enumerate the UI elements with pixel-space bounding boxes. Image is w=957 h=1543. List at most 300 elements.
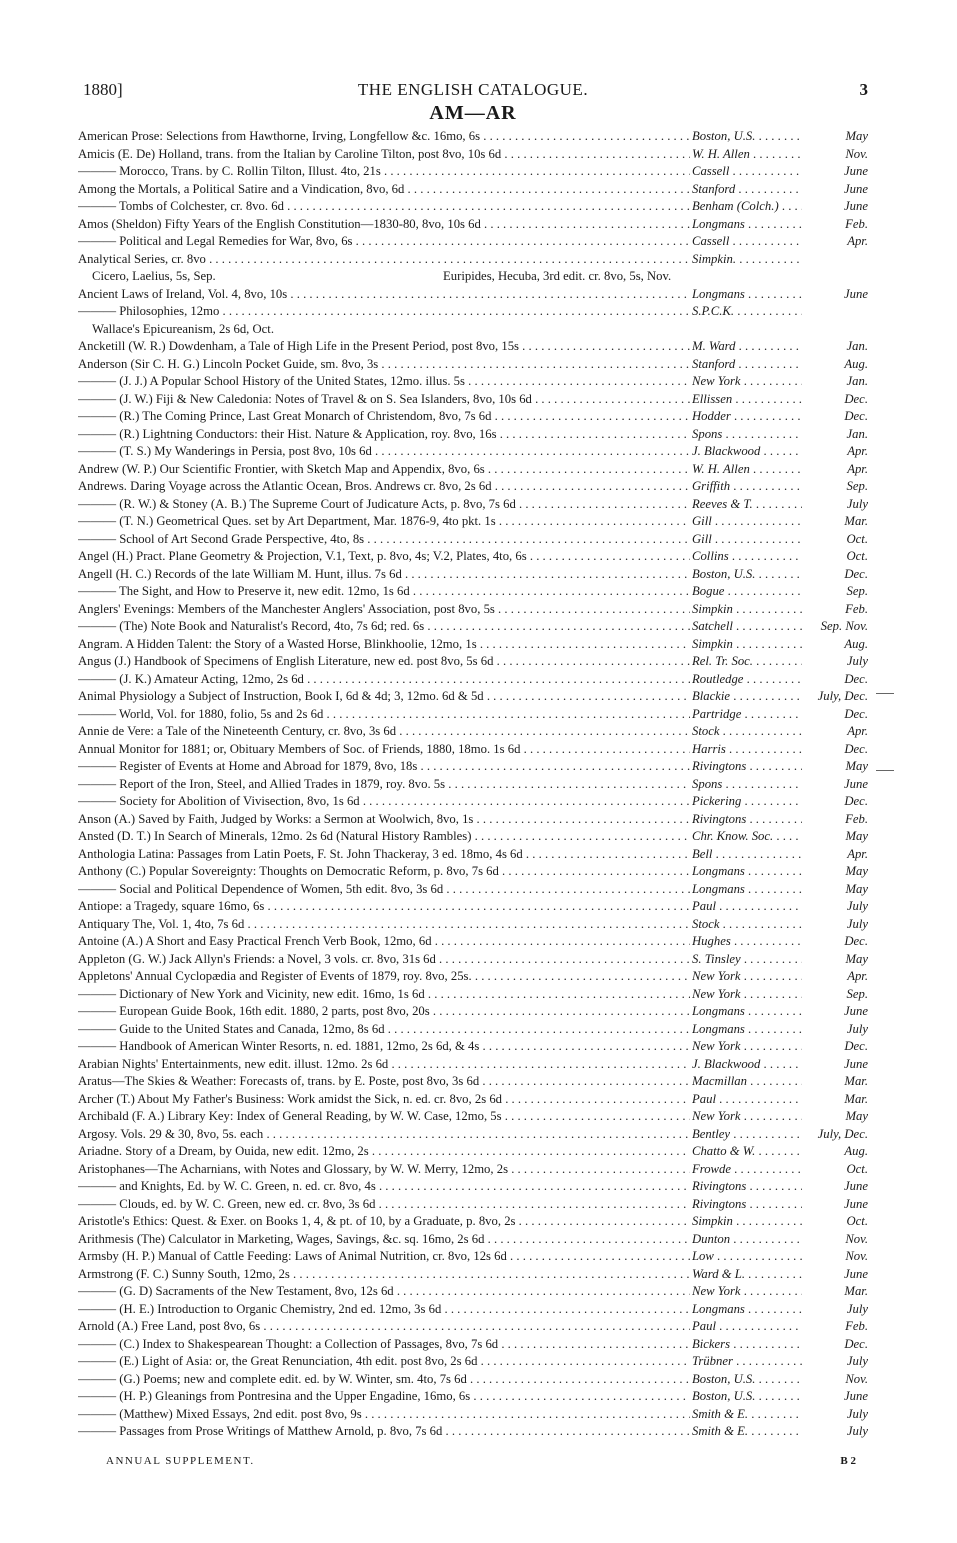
entry-title: ——— European Guide Book, 16th edit. 1880, 2 parts, post 8vo, 20s . . . xyxy=(78,1003,690,1021)
catalogue-entry xyxy=(78,1248,868,1266)
entry-month: Nov. xyxy=(843,1231,868,1249)
catalogue-entry xyxy=(78,793,868,811)
entry-publisher: Frowde . . . xyxy=(692,1161,802,1179)
entry-publisher: Longmans . . . xyxy=(692,286,802,304)
entry-title: Arnold (A.) Free Land, post 8vo, 6s . . . xyxy=(78,1318,690,1336)
catalogue-entry xyxy=(78,898,868,916)
entry-month: Dec. xyxy=(842,1038,868,1056)
catalogue-entry xyxy=(78,1301,868,1319)
entry-publisher: J. Blackwood . . . xyxy=(692,443,802,461)
entry-publisher: Pickering . . . xyxy=(692,793,802,811)
catalogue-entry xyxy=(78,741,868,759)
entry-month: Oct. xyxy=(845,1213,869,1231)
entry-title: Antoine (A.) A Short and Easy Practical French Verb Book, 12mo, 6d . . . xyxy=(78,933,690,951)
entry-month: Nov. xyxy=(843,1371,868,1389)
catalogue-entry xyxy=(78,408,868,426)
entry-month: Dec. xyxy=(842,671,868,689)
entry-month: Feb. xyxy=(843,601,868,619)
catalogue-entry xyxy=(78,286,868,304)
entry-title: ——— Dictionary of New York and Vicinity, new edit. 16mo, 1s 6d . . . xyxy=(78,986,690,1004)
entry-publisher: Rivingtons . . . xyxy=(692,811,802,829)
entry-month: Sep. xyxy=(845,478,869,496)
entry-publisher: Gill . . . xyxy=(692,531,802,549)
entry-month: Dec. xyxy=(842,391,868,409)
entry-title: Anderson (Sir C. H. G.) Lincoln Pocket Guide, sm. 8vo, 3s . . . xyxy=(78,356,690,374)
catalogue-entry xyxy=(78,1231,868,1249)
catalogue-entry xyxy=(78,986,868,1004)
entry-publisher: Simpkin . . . xyxy=(692,1213,802,1231)
entry-title: ——— (J. W.) Fiji & New Caledonia: Notes of Travel & on S. Sea Islanders, 8vo, 10s 6d . . . xyxy=(78,391,690,409)
entry-title: ——— Political and Legal Remedies for War, 8vo, 6s . . . xyxy=(78,233,690,251)
entry-publisher: Spons . . . xyxy=(692,426,802,444)
entry-publisher: Low . . . xyxy=(692,1248,802,1266)
entry-month: Feb. xyxy=(843,1318,868,1336)
entry-title: ——— Register of Events at Home and Abroad for 1879, 8vo, 18s . . . xyxy=(78,758,690,776)
entry-title: ——— School of Art Second Grade Perspective, 4to, 8s . . . xyxy=(78,531,690,549)
entry-publisher: Paul . . . xyxy=(692,1318,802,1336)
entry-publisher: Bentley . . . xyxy=(692,1126,802,1144)
entry-month: Dec. xyxy=(842,933,868,951)
entry-publisher: New York . . . xyxy=(692,1283,802,1301)
entry-publisher: Longmans . . . xyxy=(692,881,802,899)
catalogue-entry xyxy=(78,846,868,864)
entry-title: Anson (A.) Saved by Faith, Judged by Works: a Sermon at Woolwich, 8vo, 1s . . . xyxy=(78,811,690,829)
entry-publisher: Boston, U.S. . . . xyxy=(692,1371,802,1389)
entry-title: ——— (E.) Light of Asia: or, the Great Renunciation, 4th edit. post 8vo, 2s 6d . . . xyxy=(78,1353,690,1371)
entry-publisher: Macmillan . . . xyxy=(692,1073,802,1091)
entry-month: Dec. xyxy=(842,706,868,724)
entry-month: Jan. xyxy=(845,426,869,444)
catalogue-entry xyxy=(78,583,868,601)
entry-publisher: Rivingtons . . . xyxy=(692,1178,802,1196)
entry-publisher: Routledge . . . xyxy=(692,671,802,689)
entry-month: Apr. xyxy=(845,723,868,741)
entry-month: July xyxy=(845,1353,868,1371)
catalogue-entry xyxy=(78,181,868,199)
entry-list xyxy=(78,128,868,1441)
catalogue-entry xyxy=(78,933,868,951)
entry-title: Animal Physiology a Subject of Instruction, Book I, 6d & 4d; 3, 12mo. 6d & 5d . . . xyxy=(78,688,690,706)
entry-publisher: Longmans . . . xyxy=(692,1301,802,1319)
entry-title: ——— (G. D) Sacraments of the New Testament, 8vo, 12s 6d . . . xyxy=(78,1283,690,1301)
entry-title: ——— (T. N.) Geometrical Ques. set by Art Department, Mar. 1876-9, 4to pkt. 1s . . . xyxy=(78,513,690,531)
catalogue-entry xyxy=(78,373,868,391)
catalogue-entry xyxy=(78,968,868,986)
catalogue-entry xyxy=(78,636,868,654)
entry-title: ——— (The) Note Book and Naturalist's Record, 4to, 7s 6d; red. 6s . . . xyxy=(78,618,690,636)
entry-month: Dec. xyxy=(842,793,868,811)
entry-second-title: Euripides, Hecuba, 3rd edit. cr. 8vo, 5s, Nov. xyxy=(443,269,672,283)
entry-month: Aug. xyxy=(842,1143,868,1161)
entry-publisher: Bell . . . xyxy=(692,846,802,864)
entry-title: ——— The Sight, and How to Preserve it, new edit. 12mo, 1s 6d . . . xyxy=(78,583,690,601)
entry-month: Apr. xyxy=(845,846,868,864)
entry-title: Cicero, Laelius, 5s, Sep. xyxy=(92,269,216,283)
catalogue-entry xyxy=(78,776,868,794)
entry-publisher: Paul . . . xyxy=(692,1091,802,1109)
entry-month: June xyxy=(842,1388,868,1406)
catalogue-entry xyxy=(78,461,868,479)
entry-title: Wallace's Epicureanism, 2s 6d, Oct. xyxy=(92,321,275,336)
entry-month: June xyxy=(842,1056,868,1074)
catalogue-entry xyxy=(78,548,868,566)
page-number: 3 xyxy=(859,80,868,99)
catalogue-entry xyxy=(78,1283,868,1301)
catalogue-entry xyxy=(78,916,868,934)
entry-title: Ancient Laws of Ireland, Vol. 4, 8vo, 10s . . . xyxy=(78,286,690,304)
entry-month: July xyxy=(845,1406,868,1424)
catalogue-entry xyxy=(78,1038,868,1056)
entry-title: Amicis (E. De) Holland, trans. from the Italian by Caroline Tilton, post 8vo, 10s 6d . . . xyxy=(78,146,690,164)
entry-title: ——— Tombs of Colchester, cr. 8vo. 6d . . . xyxy=(78,198,690,216)
entry-title: Aratus—The Skies & Weather: Forecasts of, trans. by E. Poste, post 8vo, 3s 6d . . . xyxy=(78,1073,690,1091)
entry-title: Ansted (D. T.) In Search of Minerals, 12mo. 2s 6d (Natural History Rambles) . . . xyxy=(78,828,690,846)
catalogue-entry xyxy=(78,233,868,251)
entry-title: ——— (R.) Lightning Conductors: their Hist. Nature & Application, roy. 8vo, 16s . . . xyxy=(78,426,690,444)
entry-month: June xyxy=(842,1196,868,1214)
entry-month: May xyxy=(843,951,868,969)
entry-publisher: Dunton . . . xyxy=(692,1231,802,1249)
entry-title: Annie de Vere: a Tale of the Nineteenth Century, cr. 8vo, 3s 6d . . . xyxy=(78,723,690,741)
catalogue-entry xyxy=(78,1178,868,1196)
entry-publisher: W. H. Allen . . . xyxy=(692,461,802,479)
entry-month: Apr. xyxy=(845,461,868,479)
entry-month: July xyxy=(845,898,868,916)
entry-title: Arabian Nights' Entertainments, new edit. illust. 12mo. 2s 6d . . . xyxy=(78,1056,690,1074)
entry-title: Argosy. Vols. 29 & 30, 8vo, 5s. each . . . xyxy=(78,1126,690,1144)
entry-title: Anthologia Latina: Passages from Latin Poets, F. St. John Thackeray, 3 ed. 18mo, 4s 6d . . . xyxy=(78,846,690,864)
entry-title: Among the Mortals, a Political Satire and a Vindication, 8vo, 6d . . . xyxy=(78,181,690,199)
entry-title: Annual Monitor for 1881; or, Obituary Members of Soc. of Friends, 1880, 18mo. 1s 6d . . . xyxy=(78,741,690,759)
entry-month: June xyxy=(842,1003,868,1021)
catalogue-entry xyxy=(78,1213,868,1231)
entry-month: Oct. xyxy=(845,1161,869,1179)
entry-month: Feb. xyxy=(843,216,868,234)
catalogue-entry xyxy=(78,653,868,671)
catalogue-entry xyxy=(78,758,868,776)
entry-publisher: New York . . . xyxy=(692,968,802,986)
entry-publisher: Hodder . . . xyxy=(692,408,802,426)
entry-publisher: Collins . . . xyxy=(692,548,802,566)
entry-month: June xyxy=(842,286,868,304)
entry-publisher: Partridge . . . xyxy=(692,706,802,724)
catalogue-entry xyxy=(78,268,868,286)
entry-publisher: Griffith . . . xyxy=(692,478,802,496)
entry-title: ——— Philosophies, 12mo . . . xyxy=(78,303,690,321)
entry-title: Angram. A Hidden Talent: the Story of a Wasted Horse, Blinkhoolie, 12mo, 1s . . . xyxy=(78,636,690,654)
entry-publisher: Rel. Tr. Soc. . . . xyxy=(692,653,802,671)
catalogue-entry xyxy=(78,1056,868,1074)
entry-title: Appleton (G. W.) Jack Allyn's Friends: a Novel, 3 vols. cr. 8vo, 31s 6d . . . xyxy=(78,951,690,969)
entry-publisher: Harris . . . xyxy=(692,741,802,759)
entry-title: ——— (R. W.) & Stoney (A. B.) The Supreme Court of Judicature Acts, p. 8vo, 7s 6d . . . xyxy=(78,496,690,514)
entry-publisher: Bogue . . . xyxy=(692,583,802,601)
entry-title: Appletons' Annual Cyclopædia and Register of Events of 1879, roy. 8vo, 25s. . . . xyxy=(78,968,690,986)
entry-month: Oct. xyxy=(845,531,869,549)
entry-publisher: Chatto & W. . . . xyxy=(692,1143,802,1161)
page-footer xyxy=(106,1455,856,1473)
entry-publisher: S. Tinsley . . . xyxy=(692,951,802,969)
entry-publisher: Simpkin . . . xyxy=(692,601,802,619)
catalogue-entry xyxy=(78,146,868,164)
entry-title: Ariadne. Story of a Dream, by Ouida, new edit. 12mo, 2s . . . xyxy=(78,1143,690,1161)
entry-title: Arithmesis (The) Calculator in Marketing, Wages, Savings, &c. sq. 16mo, 2s 6d . . . xyxy=(78,1231,690,1249)
entry-month: July xyxy=(845,1301,868,1319)
entry-month: Sep. xyxy=(845,986,869,1004)
entry-title: American Prose: Selections from Hawthorne, Irving, Longfellow &c. 16mo, 6s . . . xyxy=(78,128,690,146)
entry-publisher: Boston, U.S. . . . xyxy=(692,566,802,584)
entry-month: Mar. xyxy=(842,513,868,531)
entry-month: Sep. Nov. xyxy=(819,618,868,636)
entry-month: Apr. xyxy=(845,233,868,251)
entry-publisher: Spons . . . xyxy=(692,776,802,794)
section-heading: AM—AR xyxy=(429,102,517,124)
entry-month: May xyxy=(843,1108,868,1126)
catalogue-entry xyxy=(78,1091,868,1109)
catalogue-entry xyxy=(78,1073,868,1091)
catalogue-entry xyxy=(78,1423,868,1441)
entry-publisher: Trübner . . . xyxy=(692,1353,802,1371)
entry-title: Andrew (W. P.) Our Scientific Frontier, with Sketch Map and Appendix, 8vo, 6s . . . xyxy=(78,461,690,479)
catalogue-entry xyxy=(78,251,868,269)
entry-publisher: New York . . . xyxy=(692,1108,802,1126)
entry-publisher: Longmans . . . xyxy=(692,1003,802,1021)
catalogue-entry xyxy=(78,1108,868,1126)
catalogue-entry xyxy=(78,688,868,706)
entry-month: Nov. xyxy=(843,1248,868,1266)
entry-publisher: Longmans . . . xyxy=(692,863,802,881)
entry-title: ——— Report of the Iron, Steel, and Allied Trades in 1879, roy. 8vo. 5s . . . xyxy=(78,776,690,794)
catalogue-entry xyxy=(78,1318,868,1336)
catalogue-entry xyxy=(78,1021,868,1039)
entry-month: July xyxy=(845,496,868,514)
entry-publisher: Ellissen . . . xyxy=(692,391,802,409)
entry-title: ——— Guide to the United States and Canada, 12mo, 8s 6d . . . xyxy=(78,1021,690,1039)
entry-month: Oct. xyxy=(845,548,869,566)
entry-title: ——— Handbook of American Winter Resorts, n. ed. 1881, 12mo, 2s 6d, & 4s . . . xyxy=(78,1038,690,1056)
catalogue-entry xyxy=(78,1388,868,1406)
entry-title: Anglers' Evenings: Members of the Manchester Anglers' Association, post 8vo, 5s . . . xyxy=(78,601,690,619)
catalogue-entry xyxy=(78,706,868,724)
entry-publisher: Ward & L. . . . xyxy=(692,1266,802,1284)
entry-month: Apr. xyxy=(845,968,868,986)
entry-title: Analytical Series, cr. 8vo . . . xyxy=(78,251,690,269)
entry-publisher: Simpkin . . . xyxy=(692,636,802,654)
catalogue-entry xyxy=(78,1196,868,1214)
catalogue-entry xyxy=(78,496,868,514)
entry-month: July, Dec. xyxy=(816,688,868,706)
entry-month: June xyxy=(842,198,868,216)
catalogue-entry xyxy=(78,321,868,339)
signature-mark: B 2 xyxy=(840,1455,856,1467)
entry-publisher: Paul . . . xyxy=(692,898,802,916)
entry-publisher: Simpkin. . . . xyxy=(692,251,802,269)
entry-month: Dec. xyxy=(842,566,868,584)
entry-publisher: Stanford . . . xyxy=(692,181,802,199)
entry-title: ——— (C.) Index to Shakespearean Thought: a Collection of Passages, 8vo, 7s 6d . . . xyxy=(78,1336,690,1354)
catalogue-entry xyxy=(78,426,868,444)
entry-title: ——— Passages from Prose Writings of Matthew Arnold, p. 8vo, 7s 6d . . . xyxy=(78,1423,690,1441)
entry-publisher: S.P.C.K. . . . xyxy=(692,303,802,321)
catalogue-entry xyxy=(78,1266,868,1284)
entry-month: June xyxy=(842,181,868,199)
entry-title: ——— World, Vol. for 1880, folio, 5s and 2s 6d . . . xyxy=(78,706,690,724)
entry-publisher: Benham (Colch.) . . . xyxy=(692,198,802,216)
entry-title: ——— Society for Abolition of Vivisection, 8vo, 1s 6d . . . xyxy=(78,793,690,811)
catalogue-entry xyxy=(78,478,868,496)
catalogue-entry xyxy=(78,443,868,461)
entry-month: June xyxy=(842,776,868,794)
footer-label: ANNUAL SUPPLEMENT. xyxy=(106,1455,255,1467)
entry-publisher: Longmans . . . xyxy=(692,1021,802,1039)
entry-publisher: Stock . . . xyxy=(692,916,802,934)
catalogue-entry xyxy=(78,391,868,409)
entry-publisher: Cassell . . . xyxy=(692,233,802,251)
entry-publisher: Hughes . . . xyxy=(692,933,802,951)
catalogue-entry xyxy=(78,128,868,146)
catalogue-entry xyxy=(78,671,868,689)
entry-publisher: Smith & E. . . . xyxy=(692,1406,802,1424)
entry-publisher: W. H. Allen . . . xyxy=(692,146,802,164)
entry-title: ——— Social and Political Dependence of Women, 5th edit. 8vo, 3s 6d . . . xyxy=(78,881,690,899)
entry-publisher: Boston, U.S. . . . xyxy=(692,128,802,146)
entry-month: July xyxy=(845,653,868,671)
entry-title: Angus (J.) Handbook of Specimens of English Literature, new ed. post 8vo, 5s 6d . . . xyxy=(78,653,690,671)
entry-publisher: Bickers . . . xyxy=(692,1336,802,1354)
entry-publisher: Satchell . . . xyxy=(692,618,802,636)
entry-month: Jan. xyxy=(845,373,869,391)
entry-month: Nov. xyxy=(843,146,868,164)
entry-title: Antiquary The, Vol. 1, 4to, 7s 6d . . . xyxy=(78,916,690,934)
entry-month: Feb. xyxy=(843,811,868,829)
entry-publisher: New York . . . xyxy=(692,373,802,391)
entry-month: Dec. xyxy=(842,741,868,759)
catalogue-entry xyxy=(78,1336,868,1354)
entry-title: ——— Morocco, Trans. by C. Rollin Tilton, Illust. 4to, 21s . . . xyxy=(78,163,690,181)
entry-month: July xyxy=(845,916,868,934)
entry-month: Sep. xyxy=(845,583,869,601)
entry-publisher: Gill . . . xyxy=(692,513,802,531)
catalogue-entry xyxy=(78,618,868,636)
catalogue-entry xyxy=(78,601,868,619)
entry-month: June xyxy=(842,1178,868,1196)
entry-month: Apr. xyxy=(845,443,868,461)
catalogue-entry xyxy=(78,951,868,969)
entry-title: ——— (T. S.) My Wanderings in Persia, post 8vo, 10s 6d . . . xyxy=(78,443,690,461)
header-year: 1880] xyxy=(83,80,123,99)
entry-month: Jan. xyxy=(845,338,869,356)
catalogue-entry xyxy=(78,1143,868,1161)
entry-title: Armsby (H. P.) Manual of Cattle Feeding: Laws of Animal Nutrition, cr. 8vo, 12s 6d . . . xyxy=(78,1248,690,1266)
entry-publisher: Cassell . . . xyxy=(692,163,802,181)
entry-title: Archer (T.) About My Father's Business: Work amidst the Sick, n. ed. cr. 8vo, 2s 6d . . . xyxy=(78,1091,690,1109)
entry-publisher: Boston, U.S. . . . xyxy=(692,1388,802,1406)
catalogue-entry xyxy=(78,1126,868,1144)
entry-title: ——— (J. J.) A Popular School History of the United States, 12mo. illus. 5s . . . xyxy=(78,373,690,391)
running-header xyxy=(78,80,868,102)
entry-title: Archibald (F. A.) Library Key: Index of General Reading, by W. W. Case, 12mo, 5s . . . xyxy=(78,1108,690,1126)
entry-publisher: Reeves & T. . . . xyxy=(692,496,802,514)
entry-month: June xyxy=(842,1266,868,1284)
entry-publisher: Rivingtons . . . xyxy=(692,1196,802,1214)
entry-month: Aug. xyxy=(842,636,868,654)
entry-title: Antiope: a Tragedy, square 16mo, 6s . . . xyxy=(78,898,690,916)
entry-month: Dec. xyxy=(842,1336,868,1354)
entry-month: May xyxy=(843,758,868,776)
entry-month: Aug. xyxy=(842,356,868,374)
entry-title: Ancketill (W. R.) Dowdenham, a Tale of High Life in the Present Period, post 8vo, 15s . . . xyxy=(78,338,690,356)
catalogue-entry xyxy=(78,1371,868,1389)
entry-month: Dec. xyxy=(842,408,868,426)
catalogue-entry xyxy=(78,723,868,741)
entry-publisher: Rivingtons . . . xyxy=(692,758,802,776)
catalogue-entry xyxy=(78,566,868,584)
entry-publisher: Stock . . . xyxy=(692,723,802,741)
entry-month: May xyxy=(843,881,868,899)
entry-month: July, Dec. xyxy=(816,1126,868,1144)
entry-title: ——— (R.) The Coming Prince, Last Great Monarch of Christendom, 8vo, 7s 6d . . . xyxy=(78,408,690,426)
entry-title: Angell (H. C.) Records of the late William M. Hunt, illus. 7s 6d . . . xyxy=(78,566,690,584)
catalogue-entry xyxy=(78,1353,868,1371)
catalogue-entry xyxy=(78,303,868,321)
catalogue-entry xyxy=(78,1406,868,1424)
entry-title: ——— Clouds, ed. by W. C. Green, new ed. cr. 8vo, 3s 6d . . . xyxy=(78,1196,690,1214)
margin-mark xyxy=(876,770,894,771)
entry-month: Mar. xyxy=(842,1091,868,1109)
entry-month: Mar. xyxy=(842,1283,868,1301)
catalogue-entry xyxy=(78,811,868,829)
entry-publisher: Blackie . . . xyxy=(692,688,802,706)
catalogue-entry xyxy=(78,1161,868,1179)
entry-publisher: Stanford . . . xyxy=(692,356,802,374)
catalogue-entry xyxy=(78,531,868,549)
entry-publisher: Smith & E. . . . xyxy=(692,1423,802,1441)
entry-publisher: New York . . . xyxy=(692,986,802,1004)
catalogue-entry xyxy=(78,1003,868,1021)
entry-title: ——— (G.) Poems; new and complete edit. ed. by W. Winter, sm. 4to, 7s 6d . . . xyxy=(78,1371,690,1389)
entry-title: ——— (H. E.) Introduction to Organic Chemistry, 2nd ed. 12mo, 3s 6d . . . xyxy=(78,1301,690,1319)
entry-month: May xyxy=(843,828,868,846)
entry-title: Angel (H.) Pract. Plane Geometry & Projection, V.1, Text, p. 8vo, 4s; V.2, Plates, 4to, 6s . . . xyxy=(78,548,690,566)
entry-title: ——— (Matthew) Mixed Essays, 2nd edit. post 8vo, 9s . . . xyxy=(78,1406,690,1424)
entry-publisher: Chr. Know. Soc. . . . xyxy=(692,828,802,846)
entry-title: Anthony (C.) Popular Sovereignty: Thoughts on Democratic Reform, p. 8vo, 7s 6d . . . xyxy=(78,863,690,881)
catalogue-entry xyxy=(78,338,868,356)
margin-mark xyxy=(876,693,894,694)
entry-month: July xyxy=(845,1423,868,1441)
catalogue-entry xyxy=(78,216,868,234)
catalogue-entry xyxy=(78,163,868,181)
entry-month: May xyxy=(843,863,868,881)
catalogue-entry xyxy=(78,198,868,216)
entry-publisher: M. Ward . . . xyxy=(692,338,802,356)
entry-title: Armstrong (F. C.) Sunny South, 12mo, 2s . . . xyxy=(78,1266,690,1284)
entry-publisher: New York . . . xyxy=(692,1038,802,1056)
entry-title: Aristophanes—The Acharnians, with Notes and Glossary, by W. W. Merry, 12mo, 2s . . . xyxy=(78,1161,690,1179)
entry-month: Mar. xyxy=(842,1073,868,1091)
catalogue-entry xyxy=(78,863,868,881)
catalogue-entry xyxy=(78,828,868,846)
header-title: THE ENGLISH CATALOGUE. xyxy=(357,80,589,99)
entry-title: ——— and Knights, Ed. by W. C. Green, n. ed. cr. 8vo, 4s . . . xyxy=(78,1178,690,1196)
entry-publisher: Longmans . . . xyxy=(692,216,802,234)
entry-title: Amos (Sheldon) Fifty Years of the English Constitution—1830-80, 8vo, 10s 6d . . . xyxy=(78,216,690,234)
entry-month: May xyxy=(843,128,868,146)
catalogue-entry xyxy=(78,881,868,899)
entry-publisher: J. Blackwood . . . xyxy=(692,1056,802,1074)
entry-title: Andrews. Daring Voyage across the Atlantic Ocean, Bros. Andrews cr. 8vo, 2s 6d . . . xyxy=(78,478,690,496)
entry-title: ——— (J. K.) Amateur Acting, 12mo, 2s 6d . . . xyxy=(78,671,690,689)
